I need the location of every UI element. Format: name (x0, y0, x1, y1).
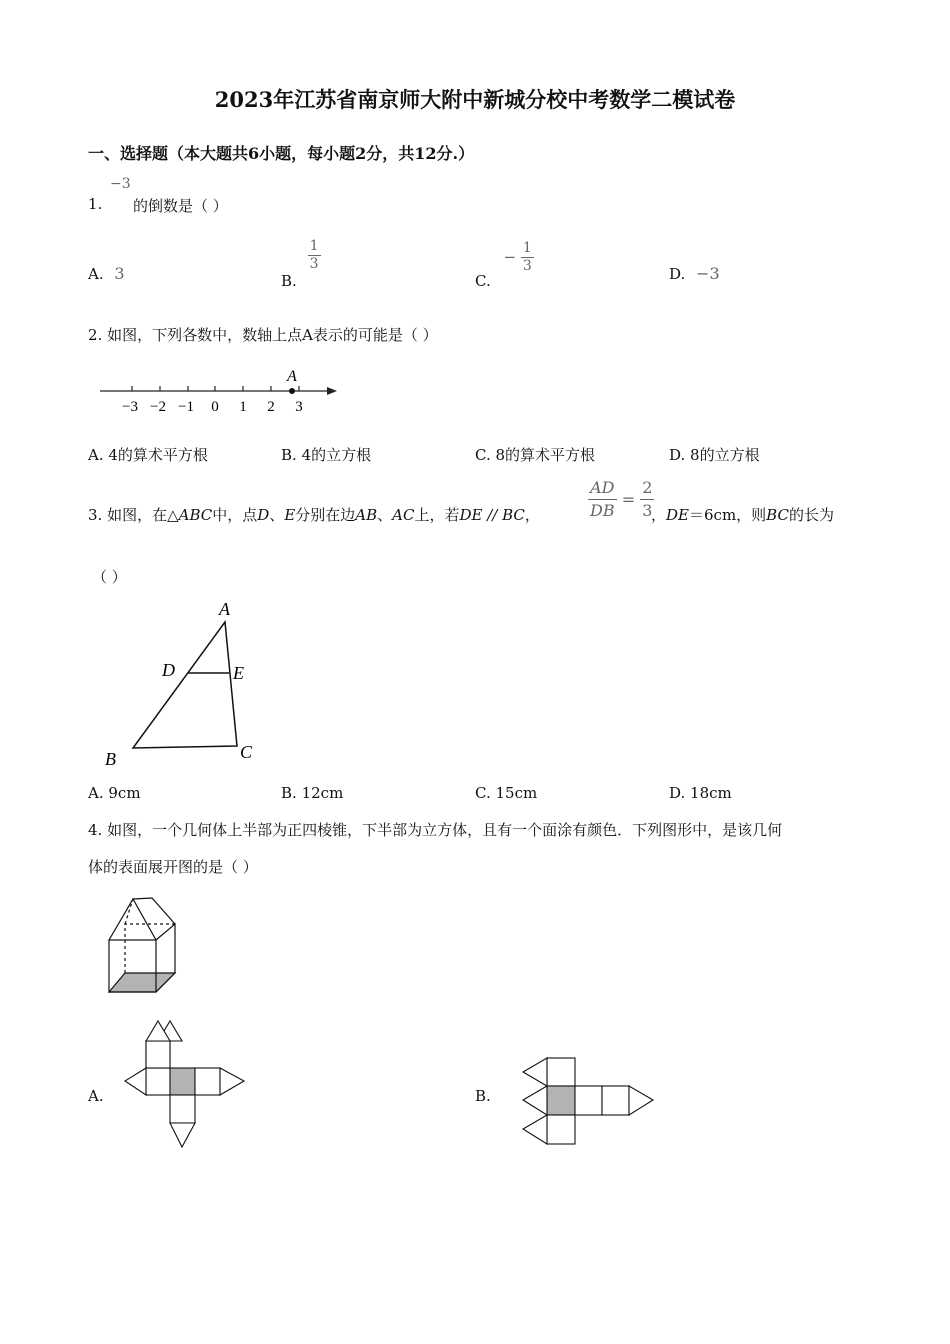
option-label: D. (669, 784, 686, 802)
q2-option-a[interactable] (88, 444, 208, 465)
option-label: C. (475, 271, 491, 290)
tick-label: −1 (178, 399, 194, 415)
q1-option-c[interactable] (475, 240, 534, 290)
point-a-label: A (287, 368, 297, 385)
page-title: 2023年江苏省南京师大附中新城分校中考数学二模试卷 (214, 87, 736, 112)
pyramid-front (109, 899, 156, 940)
q1-text: 的倒数是（ ） (133, 197, 228, 215)
q3-option-a[interactable] (88, 784, 141, 802)
q3-option-c[interactable] (475, 784, 537, 802)
q1-option-d[interactable] (669, 264, 720, 283)
q4-text-line2: 体的表面展开图的是（ ） (88, 858, 258, 876)
q4-text-line1: 4. 如图，一个几何体上半部为正四棱锥，下半部为立方体，且有一个面涂有颜色．下列图形中，是该几何 (88, 821, 783, 839)
option-text: 8的立方根 (690, 446, 760, 464)
option-sign: − (503, 247, 517, 266)
fraction: $\frac{1}{3}$ (309, 238, 319, 272)
option-label: B. (281, 271, 297, 290)
option-text: 8的算术平方根 (495, 446, 596, 464)
option-value: −3 (696, 264, 720, 283)
vertex-a-label: A (219, 599, 230, 619)
option-text: 18cm (690, 784, 732, 802)
q3-answer-paren: （ ） (92, 568, 127, 586)
q1-number: 1. (88, 195, 103, 213)
vertex-b-label: B (105, 749, 116, 769)
solid-figure (100, 893, 185, 998)
option-text: 12cm (301, 784, 344, 802)
tick-label: 1 (239, 399, 247, 415)
tick-label: 0 (211, 399, 219, 415)
q3-ratio-formula: $\frac{AD}{DB}$ = $\frac{2}{3}$ (590, 478, 653, 520)
option-text: 4的立方根 (301, 446, 372, 464)
q4-option-b-label[interactable]: B. (475, 1087, 491, 1105)
q1-superscript: −3 (110, 176, 131, 192)
hidden-edges (125, 924, 175, 973)
q4-option-b-net[interactable] (520, 1055, 660, 1150)
q2-option-c[interactable] (475, 444, 595, 465)
q3-text: 3. 如图，在△ABC中，点D、E分别在边AB、AC上，若DE // BC， (88, 506, 540, 524)
option-label: C. (475, 446, 491, 464)
q2-text: 2. 如图，下列各数中，数轴上点A表示的可能是（ ） (88, 326, 438, 344)
number-line-figure (95, 362, 345, 418)
q1-option-b[interactable] (281, 238, 321, 290)
option-label: D. (669, 265, 686, 283)
option-label: B. (281, 446, 297, 464)
option-label: A. (88, 784, 104, 802)
tick-label: 3 (295, 399, 303, 415)
option-label: D. (669, 446, 686, 464)
q3-option-d[interactable] (669, 784, 732, 802)
point-e-label: E (233, 663, 244, 683)
axis-arrow (327, 387, 337, 395)
axis-labels (122, 399, 303, 415)
triangle-figure (95, 595, 265, 775)
option-value: 3 (114, 264, 125, 283)
axis-ticks (132, 386, 299, 391)
q2-option-b[interactable] (281, 444, 371, 465)
tick-label: −2 (150, 399, 166, 415)
option-label: A. (88, 446, 104, 464)
q3-option-b[interactable] (281, 784, 343, 802)
fraction: $\frac{1}{3}$ (522, 240, 532, 274)
q2-option-d[interactable] (669, 444, 760, 465)
section-heading: 一、选择题（本大题共6小题，每小题2分，共12分.） (88, 144, 475, 163)
option-text: 4的算术平方根 (108, 446, 208, 464)
option-label: C. (475, 784, 491, 802)
q1-option-a[interactable] (88, 264, 125, 283)
option-text: 9cm (108, 784, 141, 802)
point-d-label: D (162, 660, 175, 680)
q4-option-a-label[interactable]: A. (88, 1087, 104, 1105)
q3-text-tail: ，DE＝6cm，则BC的长为 (651, 506, 834, 524)
option-label: A. (88, 265, 104, 283)
tick-label: −3 (122, 399, 138, 415)
option-label: B. (281, 784, 297, 802)
triangle-abc (133, 622, 237, 748)
vertex-c-label: C (240, 742, 253, 762)
q4-option-a-net[interactable] (120, 1016, 250, 1154)
point-a (289, 388, 295, 394)
tick-label: 2 (267, 399, 275, 415)
option-text: 15cm (495, 784, 538, 802)
